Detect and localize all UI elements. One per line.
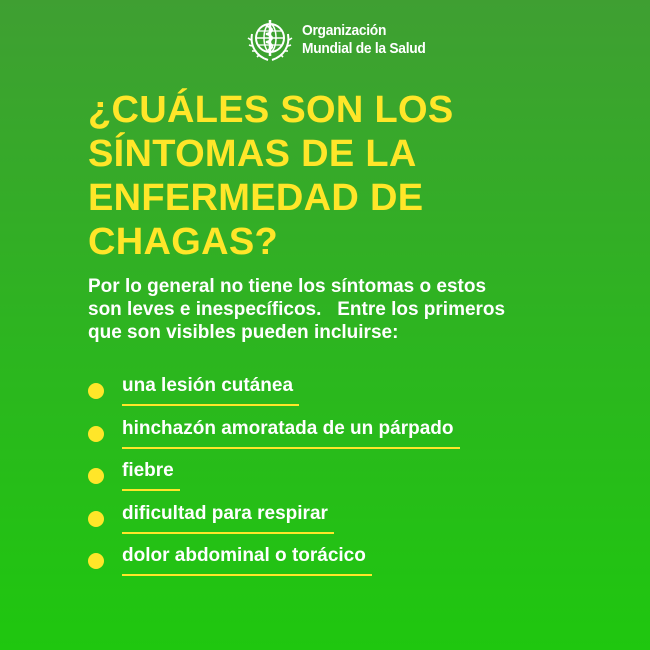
intro-line: que son visibles pueden incluirse: <box>88 322 399 343</box>
headline-line: CHAGAS? <box>88 221 278 263</box>
list-item <box>88 544 460 587</box>
bullet-dot-icon <box>88 468 104 484</box>
symptom-label: fiebre <box>122 459 180 491</box>
intro-paragraph <box>88 275 628 344</box>
who-emblem-icon <box>244 14 296 66</box>
bullet-dot-icon <box>88 383 104 399</box>
headline <box>88 88 608 264</box>
symptom-label: hinchazón amoratada de un párpado <box>122 417 460 449</box>
headline-line: SÍNTOMAS DE LA <box>88 133 417 175</box>
symptom-label: dificultad para respirar <box>122 502 334 534</box>
logo-line-2: Mundial de la Salud <box>302 40 426 57</box>
who-logo <box>244 14 436 66</box>
symptom-list <box>88 374 460 587</box>
list-item <box>88 459 460 502</box>
list-item <box>88 374 460 417</box>
headline-line: ENFERMEDAD DE <box>88 177 424 219</box>
bullet-dot-icon <box>88 553 104 569</box>
list-item <box>88 417 460 460</box>
intro-line: Por lo general no tiene los síntomas o estos <box>88 276 487 297</box>
bullet-dot-icon <box>88 426 104 442</box>
symptom-label: una lesión cutánea <box>122 374 299 406</box>
who-logo-text <box>302 22 426 58</box>
symptom-label: dolor abdominal o torácico <box>122 544 372 576</box>
bullet-dot-icon <box>88 511 104 527</box>
intro-line: son leves e inespecíficos. Entre los primeros <box>88 299 506 320</box>
list-item <box>88 502 460 545</box>
logo-line-1: Organización <box>302 22 387 39</box>
headline-line: ¿CUÁLES SON LOS <box>88 89 454 131</box>
